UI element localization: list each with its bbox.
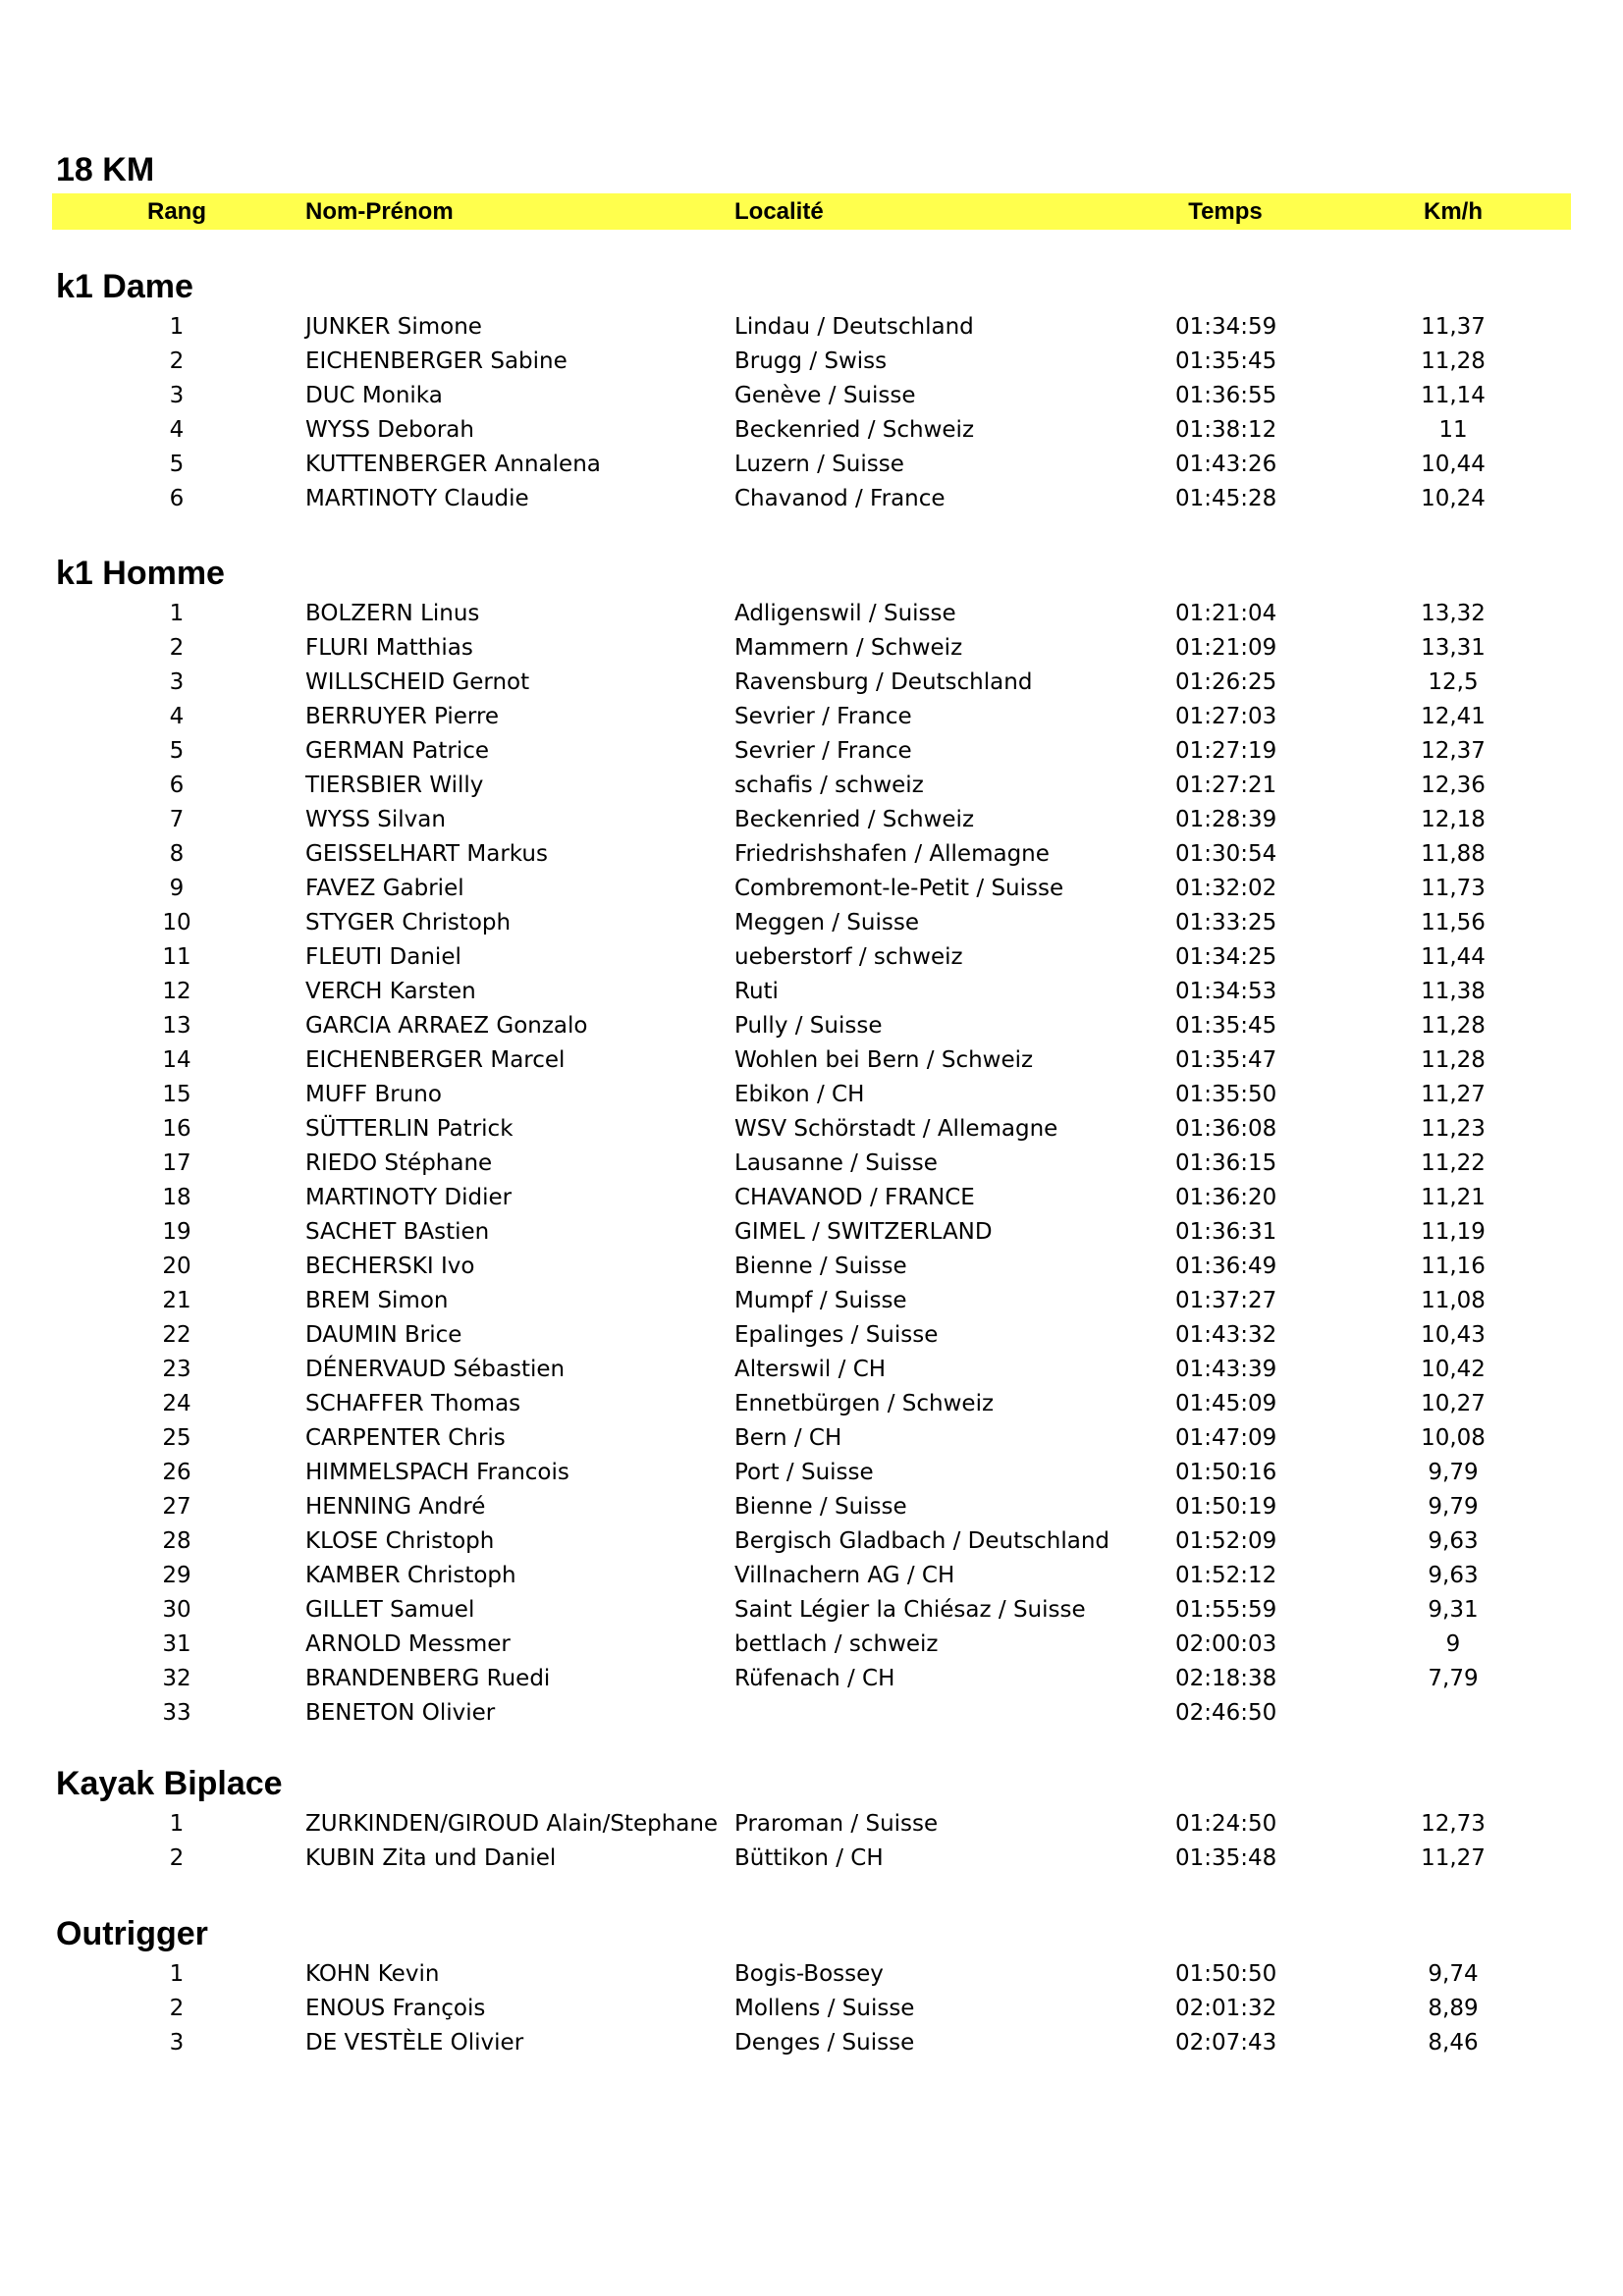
page-title: 18 KM — [56, 151, 155, 188]
name-cell: KAMBER Christoph — [305, 1563, 516, 1588]
table-row — [0, 734, 1623, 769]
column-header-locality: Localité — [734, 198, 824, 225]
table-row — [0, 1318, 1623, 1353]
name-cell: ENOUS François — [305, 1996, 486, 2021]
time-cell: 01:34:53 — [1175, 979, 1277, 1004]
time-cell: 01:32:02 — [1175, 876, 1277, 901]
rank-cell: 29 — [162, 1563, 191, 1588]
speed-cell: 11,21 — [1421, 1185, 1486, 1210]
time-cell: 02:07:43 — [1175, 2030, 1277, 2056]
locality-cell: Chavanod / France — [734, 486, 946, 511]
rank-cell: 25 — [162, 1425, 191, 1451]
speed-cell: 9,63 — [1428, 1563, 1479, 1588]
table-row — [0, 1181, 1623, 1215]
speed-cell: 11,38 — [1421, 979, 1486, 1004]
rank-cell: 16 — [162, 1116, 191, 1142]
time-cell: 01:50:16 — [1175, 1460, 1277, 1485]
locality-cell: Lindau / Deutschland — [734, 314, 974, 340]
table-row — [0, 1842, 1623, 1876]
name-cell: DAUMIN Brice — [305, 1322, 462, 1348]
rank-cell: 32 — [162, 1666, 191, 1691]
name-cell: KUBIN Zita und Daniel — [305, 1845, 557, 1871]
time-cell: 01:27:19 — [1175, 738, 1277, 764]
speed-cell: 11,73 — [1421, 876, 1486, 901]
speed-cell: 9,79 — [1428, 1494, 1479, 1520]
speed-cell: 9 — [1445, 1631, 1461, 1657]
locality-cell: Brugg / Swiss — [734, 348, 888, 374]
rank-cell: 9 — [169, 876, 185, 901]
rank-cell: 11 — [162, 944, 191, 970]
locality-cell: Bienne / Suisse — [734, 1254, 907, 1279]
name-cell: KOHN Kevin — [305, 1961, 440, 1987]
table-row — [0, 700, 1623, 734]
speed-cell: 11,27 — [1421, 1082, 1486, 1107]
time-cell: 01:52:12 — [1175, 1563, 1277, 1588]
rank-cell: 2 — [169, 348, 185, 374]
table-row — [0, 379, 1623, 413]
rank-cell: 13 — [162, 1013, 191, 1039]
speed-cell: 11,88 — [1421, 841, 1486, 867]
speed-cell: 10,44 — [1421, 452, 1486, 477]
rank-cell: 3 — [169, 2030, 185, 2056]
time-cell: 01:35:47 — [1175, 1047, 1277, 1073]
locality-cell: WSV Schörstadt / Allemagne — [734, 1116, 1058, 1142]
name-cell: MARTINOTY Didier — [305, 1185, 513, 1210]
table-row — [0, 1456, 1623, 1490]
time-cell: 01:27:21 — [1175, 773, 1277, 798]
speed-cell: 12,36 — [1421, 773, 1486, 798]
table-row — [0, 1215, 1623, 1250]
locality-cell: schafis / schweiz — [734, 773, 924, 798]
time-cell: 01:43:39 — [1175, 1357, 1277, 1382]
speed-cell: 13,32 — [1421, 601, 1486, 626]
name-cell: BERRUYER Pierre — [305, 704, 500, 729]
name-cell: FAVEZ Gabriel — [305, 876, 464, 901]
table-row — [0, 1957, 1623, 1992]
locality-cell: Beckenried / Schweiz — [734, 807, 975, 832]
name-cell: BRANDENBERG Ruedi — [305, 1666, 551, 1691]
locality-cell: Epalinges / Suisse — [734, 1322, 939, 1348]
name-cell: TIERSBIER Willy — [305, 773, 484, 798]
locality-cell: Combremont-le-Petit / Suisse — [734, 876, 1064, 901]
name-cell: MARTINOTY Claudie — [305, 486, 529, 511]
time-cell: 01:55:59 — [1175, 1597, 1277, 1623]
locality-cell: Denges / Suisse — [734, 2030, 915, 2056]
table-row — [0, 769, 1623, 803]
table-row — [0, 872, 1623, 906]
rank-cell: 5 — [169, 738, 185, 764]
table-row — [0, 413, 1623, 448]
rank-cell: 4 — [169, 417, 185, 443]
speed-cell: 10,27 — [1421, 1391, 1486, 1416]
time-cell: 01:36:55 — [1175, 383, 1277, 408]
speed-cell: 11,27 — [1421, 1845, 1486, 1871]
column-header-time: Temps — [1188, 198, 1263, 225]
rank-cell: 27 — [162, 1494, 191, 1520]
locality-cell: CHAVANOD / FRANCE — [734, 1185, 975, 1210]
speed-cell: 10,42 — [1421, 1357, 1486, 1382]
rank-cell: 33 — [162, 1700, 191, 1726]
time-cell: 01:50:50 — [1175, 1961, 1277, 1987]
locality-cell: Mollens / Suisse — [734, 1996, 915, 2021]
speed-cell: 11,28 — [1421, 348, 1486, 374]
locality-cell: Sevrier / France — [734, 738, 912, 764]
section-title: Outrigger — [56, 1915, 208, 1952]
name-cell: BREM Simon — [305, 1288, 449, 1313]
locality-cell: Beckenried / Schweiz — [734, 417, 975, 443]
locality-cell: Adligenswil / Suisse — [734, 601, 956, 626]
locality-cell: Ennetbürgen / Schweiz — [734, 1391, 995, 1416]
rank-cell: 19 — [162, 1219, 191, 1245]
speed-cell: 11,14 — [1421, 383, 1486, 408]
locality-cell: ueberstorf / schweiz — [734, 944, 963, 970]
table-row — [0, 803, 1623, 837]
speed-cell: 9,63 — [1428, 1528, 1479, 1554]
locality-cell: Praroman / Suisse — [734, 1811, 939, 1837]
time-cell: 01:37:27 — [1175, 1288, 1277, 1313]
table-row — [0, 482, 1623, 516]
table-row — [0, 1524, 1623, 1559]
rank-cell: 3 — [169, 669, 185, 695]
time-cell: 01:36:15 — [1175, 1150, 1277, 1176]
speed-cell: 9,79 — [1428, 1460, 1479, 1485]
name-cell: SCHAFFER Thomas — [305, 1391, 521, 1416]
time-cell: 02:46:50 — [1175, 1700, 1277, 1726]
rank-cell: 15 — [162, 1082, 191, 1107]
speed-cell: 11,44 — [1421, 944, 1486, 970]
time-cell: 01:45:28 — [1175, 486, 1277, 511]
rank-cell: 8 — [169, 841, 185, 867]
rank-cell: 1 — [169, 1811, 185, 1837]
locality-cell: Pully / Suisse — [734, 1013, 883, 1039]
rank-cell: 17 — [162, 1150, 191, 1176]
table-row — [0, 1807, 1623, 1842]
table-row — [0, 1628, 1623, 1662]
table-row — [0, 1353, 1623, 1387]
time-cell: 01:28:39 — [1175, 807, 1277, 832]
table-row — [0, 1559, 1623, 1593]
locality-cell: Bergisch Gladbach / Deutschland — [734, 1528, 1110, 1554]
time-cell: 01:43:26 — [1175, 452, 1277, 477]
time-cell: 01:47:09 — [1175, 1425, 1277, 1451]
locality-cell: bettlach / schweiz — [734, 1631, 939, 1657]
name-cell: HENNING André — [305, 1494, 486, 1520]
speed-cell: 11,16 — [1421, 1254, 1486, 1279]
name-cell: HIMMELSPACH Francois — [305, 1460, 569, 1485]
time-cell: 01:35:45 — [1175, 348, 1277, 374]
name-cell: MUFF Bruno — [305, 1082, 442, 1107]
table-row — [0, 1284, 1623, 1318]
time-cell: 01:36:20 — [1175, 1185, 1277, 1210]
rank-cell: 1 — [169, 601, 185, 626]
name-cell: JUNKER Simone — [305, 314, 482, 340]
speed-cell: 11,28 — [1421, 1047, 1486, 1073]
table-row — [0, 837, 1623, 872]
table-row — [0, 1250, 1623, 1284]
time-cell: 02:00:03 — [1175, 1631, 1277, 1657]
name-cell: STYGER Christoph — [305, 910, 512, 935]
rank-cell: 7 — [169, 807, 185, 832]
name-cell: WYSS Deborah — [305, 417, 474, 443]
rank-cell: 12 — [162, 979, 191, 1004]
speed-cell: 11,22 — [1421, 1150, 1486, 1176]
speed-cell: 8,46 — [1428, 2030, 1479, 2056]
time-cell: 01:36:08 — [1175, 1116, 1277, 1142]
section-title: k1 Homme — [56, 555, 225, 592]
column-header-name: Nom-Prénom — [305, 198, 454, 225]
locality-cell: Büttikon / CH — [734, 1845, 884, 1871]
locality-cell: Ravensburg / Deutschland — [734, 669, 1033, 695]
name-cell: EICHENBERGER Marcel — [305, 1047, 566, 1073]
rank-cell: 1 — [169, 1961, 185, 1987]
table-row — [0, 906, 1623, 940]
name-cell: ZURKINDEN/GIROUD Alain/Stephane — [305, 1811, 719, 1837]
locality-cell: Ebikon / CH — [734, 1082, 865, 1107]
rank-cell: 14 — [162, 1047, 191, 1073]
speed-cell: 10,08 — [1421, 1425, 1486, 1451]
speed-cell: 10,43 — [1421, 1322, 1486, 1348]
speed-cell: 9,31 — [1428, 1597, 1479, 1623]
name-cell: RIEDO Stéphane — [305, 1150, 493, 1176]
locality-cell: Sevrier / France — [734, 704, 912, 729]
rank-cell: 30 — [162, 1597, 191, 1623]
rank-cell: 2 — [169, 1845, 185, 1871]
locality-cell: Luzern / Suisse — [734, 452, 904, 477]
locality-cell: Meggen / Suisse — [734, 910, 919, 935]
time-cell: 01:52:09 — [1175, 1528, 1277, 1554]
locality-cell: Rüfenach / CH — [734, 1666, 895, 1691]
name-cell: FLURI Matthias — [305, 635, 473, 661]
table-row — [0, 1696, 1623, 1731]
speed-cell: 11,19 — [1421, 1219, 1486, 1245]
table-row — [0, 1043, 1623, 1078]
section-title: Kayak Biplace — [56, 1765, 283, 1802]
time-cell: 01:26:25 — [1175, 669, 1277, 695]
table-row — [0, 1009, 1623, 1043]
speed-cell: 7,79 — [1428, 1666, 1479, 1691]
time-cell: 01:35:50 — [1175, 1082, 1277, 1107]
name-cell: GARCIA ARRAEZ Gonzalo — [305, 1013, 588, 1039]
time-cell: 01:24:50 — [1175, 1811, 1277, 1837]
time-cell: 02:01:32 — [1175, 1996, 1277, 2021]
time-cell: 01:35:45 — [1175, 1013, 1277, 1039]
table-row — [0, 345, 1623, 379]
locality-cell: Saint Légier la Chiésaz / Suisse — [734, 1597, 1086, 1623]
time-cell: 02:18:38 — [1175, 1666, 1277, 1691]
rank-cell: 5 — [169, 452, 185, 477]
name-cell: CARPENTER Chris — [305, 1425, 506, 1451]
time-cell: 01:38:12 — [1175, 417, 1277, 443]
rank-cell: 2 — [169, 1996, 185, 2021]
table-row — [0, 1078, 1623, 1112]
name-cell: BENETON Olivier — [305, 1700, 496, 1726]
name-cell: FLEUTI Daniel — [305, 944, 461, 970]
time-cell: 01:45:09 — [1175, 1391, 1277, 1416]
speed-cell: 11,37 — [1421, 314, 1486, 340]
table-row — [0, 310, 1623, 345]
locality-cell: Bienne / Suisse — [734, 1494, 907, 1520]
speed-cell: 12,73 — [1421, 1811, 1486, 1837]
rank-cell: 10 — [162, 910, 191, 935]
rank-cell: 21 — [162, 1288, 191, 1313]
column-header-rank: Rang — [147, 198, 206, 225]
table-row — [0, 1421, 1623, 1456]
name-cell: WILLSCHEID Gernot — [305, 669, 530, 695]
name-cell: DUC Monika — [305, 383, 443, 408]
time-cell: 01:43:32 — [1175, 1322, 1277, 1348]
speed-cell: 11,56 — [1421, 910, 1486, 935]
time-cell: 01:36:31 — [1175, 1219, 1277, 1245]
rank-cell: 23 — [162, 1357, 191, 1382]
table-row — [0, 1490, 1623, 1524]
time-cell: 01:34:59 — [1175, 314, 1277, 340]
locality-cell: Lausanne / Suisse — [734, 1150, 938, 1176]
table-row — [0, 448, 1623, 482]
name-cell: KUTTENBERGER Annalena — [305, 452, 601, 477]
time-cell: 01:21:04 — [1175, 601, 1277, 626]
rank-cell: 18 — [162, 1185, 191, 1210]
locality-cell: Mammern / Schweiz — [734, 635, 963, 661]
name-cell: GERMAN Patrice — [305, 738, 490, 764]
time-cell: 01:35:48 — [1175, 1845, 1277, 1871]
time-cell: 01:30:54 — [1175, 841, 1277, 867]
locality-cell: Mumpf / Suisse — [734, 1288, 907, 1313]
column-header-speed: Km/h — [1424, 198, 1483, 225]
rank-cell: 20 — [162, 1254, 191, 1279]
locality-cell: Bogis-Bossey — [734, 1961, 884, 1987]
table-row — [0, 666, 1623, 700]
table-row — [0, 631, 1623, 666]
time-cell: 01:21:09 — [1175, 635, 1277, 661]
speed-cell: 8,89 — [1428, 1996, 1479, 2021]
name-cell: GILLET Samuel — [305, 1597, 475, 1623]
rank-cell: 2 — [169, 635, 185, 661]
table-row — [0, 1387, 1623, 1421]
rank-cell: 6 — [169, 486, 185, 511]
table-row — [0, 1662, 1623, 1696]
name-cell: DÉNERVAUD Sébastien — [305, 1357, 566, 1382]
time-cell: 01:50:19 — [1175, 1494, 1277, 1520]
table-row — [0, 2026, 1623, 2060]
name-cell: SACHET BAstien — [305, 1219, 490, 1245]
locality-cell: Wohlen bei Bern / Schweiz — [734, 1047, 1034, 1073]
rank-cell: 1 — [169, 314, 185, 340]
locality-cell: GIMEL / SWITZERLAND — [734, 1219, 993, 1245]
rank-cell: 6 — [169, 773, 185, 798]
speed-cell: 13,31 — [1421, 635, 1486, 661]
rank-cell: 24 — [162, 1391, 191, 1416]
name-cell: BECHERSKI Ivo — [305, 1254, 475, 1279]
speed-cell: 12,37 — [1421, 738, 1486, 764]
table-row — [0, 1992, 1623, 2026]
locality-cell: Alterswil / CH — [734, 1357, 887, 1382]
locality-cell: Genève / Suisse — [734, 383, 916, 408]
table-row — [0, 975, 1623, 1009]
table-row — [0, 1147, 1623, 1181]
rank-cell: 22 — [162, 1322, 191, 1348]
name-cell: GEISSELHART Markus — [305, 841, 548, 867]
name-cell: KLOSE Christoph — [305, 1528, 495, 1554]
time-cell: 01:34:25 — [1175, 944, 1277, 970]
locality-cell: Ruti — [734, 979, 779, 1004]
rank-cell: 28 — [162, 1528, 191, 1554]
rank-cell: 3 — [169, 383, 185, 408]
name-cell: SÜTTERLIN Patrick — [305, 1116, 514, 1142]
rank-cell: 31 — [162, 1631, 191, 1657]
speed-cell: 11,28 — [1421, 1013, 1486, 1039]
speed-cell: 10,24 — [1421, 486, 1486, 511]
speed-cell: 12,41 — [1421, 704, 1486, 729]
table-row — [0, 940, 1623, 975]
name-cell: BOLZERN Linus — [305, 601, 480, 626]
speed-cell: 9,74 — [1428, 1961, 1479, 1987]
name-cell: VERCH Karsten — [305, 979, 476, 1004]
name-cell: ARNOLD Messmer — [305, 1631, 511, 1657]
rank-cell: 26 — [162, 1460, 191, 1485]
table-row — [0, 597, 1623, 631]
name-cell: EICHENBERGER Sabine — [305, 348, 568, 374]
locality-cell: Port / Suisse — [734, 1460, 874, 1485]
locality-cell: Friedrishshafen / Allemagne — [734, 841, 1050, 867]
time-cell: 01:27:03 — [1175, 704, 1277, 729]
table-row — [0, 1593, 1623, 1628]
speed-cell: 11,08 — [1421, 1288, 1486, 1313]
name-cell: WYSS Silvan — [305, 807, 446, 832]
locality-cell: Villnachern AG / CH — [734, 1563, 955, 1588]
column-header-row — [52, 193, 1571, 230]
speed-cell: 11 — [1438, 417, 1468, 443]
speed-cell: 11,23 — [1421, 1116, 1486, 1142]
table-row — [0, 1112, 1623, 1147]
time-cell: 01:36:49 — [1175, 1254, 1277, 1279]
speed-cell: 12,18 — [1421, 807, 1486, 832]
name-cell: DE VESTÈLE Olivier — [305, 2030, 524, 2056]
rank-cell: 4 — [169, 704, 185, 729]
time-cell: 01:33:25 — [1175, 910, 1277, 935]
speed-cell: 12,5 — [1428, 669, 1479, 695]
section-title: k1 Dame — [56, 268, 193, 305]
locality-cell: Bern / CH — [734, 1425, 842, 1451]
